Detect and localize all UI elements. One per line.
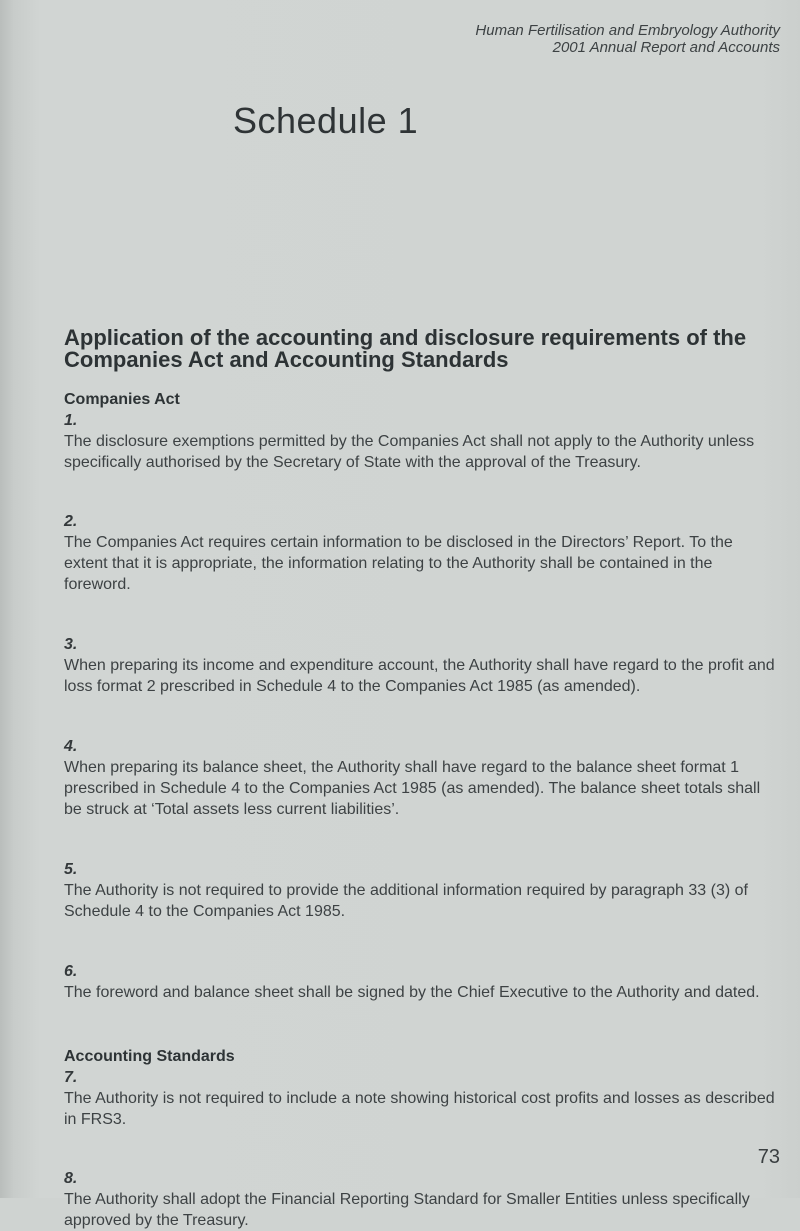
paragraph-5	[64, 859, 779, 922]
paragraph-7	[64, 1067, 779, 1130]
paragraph-number: 3.	[64, 636, 78, 653]
paragraph-text: The Companies Act requires certain information to be disclosed in the Directors’ Report. To the extent that it is appropriate, the information relating to the Authority shall be contained in the foreword.	[64, 534, 733, 593]
group-heading: Accounting Standards	[64, 1048, 235, 1065]
paragraph-6	[64, 961, 779, 1003]
paragraph-number: 8.	[64, 1170, 78, 1187]
paragraph-number: 1.	[64, 412, 78, 429]
paragraph-text: When preparing its income and expenditure account, the Authority shall have regard to the profit and loss format 2 prescribed in Schedule 4 to the Companies Act 1985 (as amended).	[64, 657, 775, 695]
page-title: Schedule 1	[233, 100, 419, 141]
paragraph-text: The foreword and balance sheet shall be signed by the Chief Executive to the Authority and dated.	[64, 984, 760, 1001]
paragraph-number: 7.	[64, 1069, 78, 1086]
document-body	[64, 390, 779, 1231]
paragraph-number: 2.	[64, 513, 78, 530]
group-companies-act	[64, 390, 779, 1003]
paragraph-number: 4.	[64, 738, 78, 755]
paragraph-8	[64, 1168, 779, 1231]
running-head-line-2: 2001 Annual Report and Accounts	[552, 39, 780, 56]
paragraph-text: The disclosure exemptions permitted by the Companies Act shall not apply to the Authority unless specifically authorised by the Secretary of State with the approval of the Treasury.	[64, 433, 755, 471]
paragraph-text: The Authority is not required to provide the additional information required by paragraph 33 (3) of Schedule 4 to the Companies Act 1985.	[64, 882, 748, 920]
paragraph-number: 6.	[64, 963, 78, 980]
paragraph-1	[64, 410, 779, 473]
paragraph-text: The Authority is not required to include a note showing historical cost profits and losses as described in FRS3.	[64, 1090, 775, 1128]
running-head	[475, 22, 780, 56]
paragraph-3	[64, 634, 779, 697]
paragraph-text: The Authority shall adopt the Financial Reporting Standard for Smaller Entities unless specifically approved by the Treasury.	[64, 1191, 750, 1229]
paragraph-number: 5.	[64, 861, 78, 878]
group-heading: Companies Act	[64, 391, 180, 408]
page-number: 73	[757, 1146, 780, 1168]
running-head-line-1: Human Fertilisation and Embryology Authority	[475, 22, 780, 39]
paragraph-4	[64, 736, 779, 820]
section-heading: Application of the accounting and disclosure requirements of the Companies Act and Accounting Standards	[64, 325, 747, 372]
paragraph-text: When preparing its balance sheet, the Authority shall have regard to the balance sheet format 1 prescribed in Schedule 4 to the Companies Act 1985 (as amended). The balance sheet totals shall be struck at ‘Total assets less current liabilities’.	[64, 759, 761, 818]
paragraph-2	[64, 511, 779, 595]
group-accounting-standards	[64, 1047, 779, 1231]
